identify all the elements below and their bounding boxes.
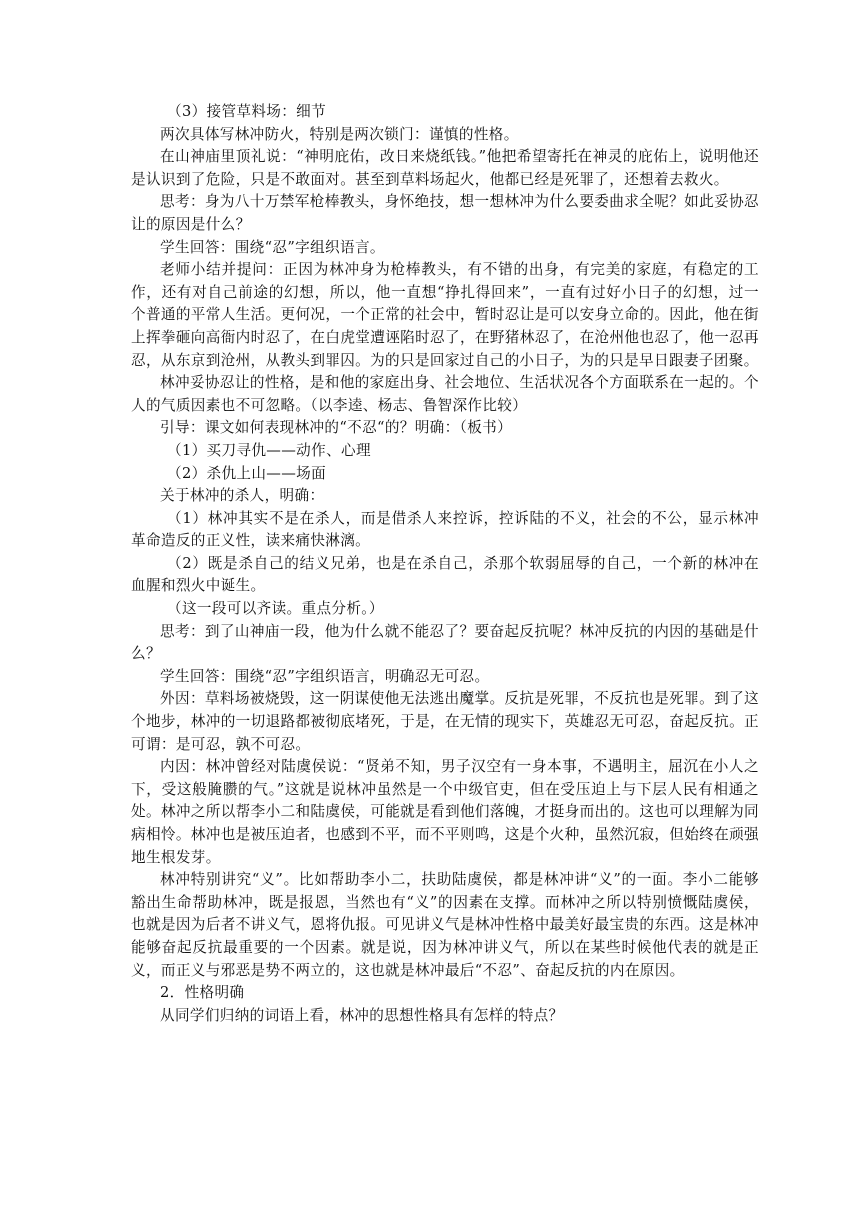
paragraph: 外因：草料场被烧毁，这一阴谋使他无法逃出魔掌。反抗是死罪，不反抗也是死罪。到了这个地步，林冲的一切退路都被彻底堵死，于是，在无情的现实下，英雄忍无可忍，奋起反抗。正可谓：是可忍，孰不可忍。 (131, 690, 759, 753)
paragraph: 林冲特别讲究“义”。比如帮助李小二，扶助陆虞侯，都是林冲讲“义”的一面。李小二能够豁出生命帮助林冲，既是报恩，当然也有“义”的因素在支撑。而林冲之所以特别愤慨陆虞侯，也就是因为后者不讲义气，恩将仇报。可见讲义气是林冲性格中最美好最宝贵的东西。这是林冲能够奋起反抗最重要的一个因素。就是说，因为林冲讲义气，所以在某些时候他代表的就是正义，而正义与邪恶是势不两立的，这也就是林冲最后“不忍”、奋起反抗的内在原因。 (131, 871, 759, 979)
document-body (131, 101, 759, 1027)
paragraph: 引导：课文如何表现林冲的“不忍“的？明确：（板书） (160, 419, 513, 437)
paragraph: 思考：到了山神庙一段，他为什么就不能忍了？要奋起反抗呢？林冲反抗的内因的基础是什么？ (131, 622, 759, 663)
section-heading: 2．性格明确 (160, 984, 245, 1002)
list-item: （1）林冲其实不是在杀人，而是借杀人来控诉，控诉陆的不义，社会的不公，显示林冲革命造反的正义性，读来痛快淋漓。 (131, 509, 759, 550)
paragraph: 从同学们归纳的词语上看，林冲的思想性格具有怎样的特点？ (160, 1006, 564, 1024)
paragraph: 内因：林冲曾经对陆虞侯说：“贤弟不知，男子汉空有一身本事，不遇明主，屈沉在小人之下，受这般腌臜的气。”这就是说林冲虽然是一个中级官吏，但在受压迫上与下层人民有相通之处。林冲之所以帮李小二和陆虞侯，可能就是看到他们落魄，才挺身而出的。这也可以理解为同病相怜。林冲也是被压迫者，也感到不平，而不平则鸣，这是个火种，虽然沉寂，但始终在顽强地生根发芽。 (131, 758, 759, 866)
paragraph: 林冲妥协忍让的性格，是和他的家庭出身、社会地位、生活状况各个方面联系在一起的。个人的气质因素也不可忽略。（以李逵、杨志、鲁智深作比较） (131, 374, 759, 414)
paragraph: 两次具体写林冲防火，特别是两次锁门：谨慎的性格。 (160, 125, 519, 143)
list-item: （1）买刀寻仇——动作、心理 (167, 441, 371, 459)
paragraph: （3）接管草料场：细节 (167, 103, 327, 120)
paragraph: 学生回答：围绕“忍”字组织语言，明确忍无可忍。 (160, 667, 490, 685)
paragraph: 在山神庙里顶礼说：“神明庇佑，改日来烧纸钱。”他把希望寄托在神灵的庇佑上，说明他还是认识到了危险，只是不敢面对。甚至到草料场起火，他都已经是死罪了，还想着去救火。 (131, 148, 759, 188)
paragraph: 思考：身为八十万禁军枪棒教头，身怀绝技，想一想林冲为什么要委曲求全呢？如此妥协忍让的原因是什么？ (131, 193, 759, 233)
list-item: （2）既是杀自己的结义兄弟，也是在杀自己，杀那个软弱屈辱的自己，一个新的林冲在血腥和烈火中诞生。 (131, 554, 759, 595)
paragraph: 老师小结并提问：正因为林冲身为枪棒教头，有不错的出身，有完美的家庭，有稳定的工作，还有对自己前途的幻想，所以，他一直想“挣扎得回来”，一直有过好小日子的幻想，过一个普通的平常人生活。更何况，一个正常的社会中，暂时忍让是可以安身立命的。因此，他在街上挥拳砸向高衙内时忍了，在白虎堂遭诬陷时忍了，在野猪林忍了，在沧州他也忍了，他一忍再忍，从东京到沧州，从教头到罪囚。为的只是回家过自己的小日子，为的只是早日跟妻子团聚。 (131, 261, 759, 369)
paragraph: 学生回答：围绕“忍”字组织语言。 (160, 238, 385, 256)
paragraph: 关于林冲的杀人，明确： (160, 487, 325, 505)
paragraph: （这一段可以齐读。重点分析。） (167, 600, 384, 618)
list-item: （2）杀仇上山——场面 (167, 464, 327, 482)
